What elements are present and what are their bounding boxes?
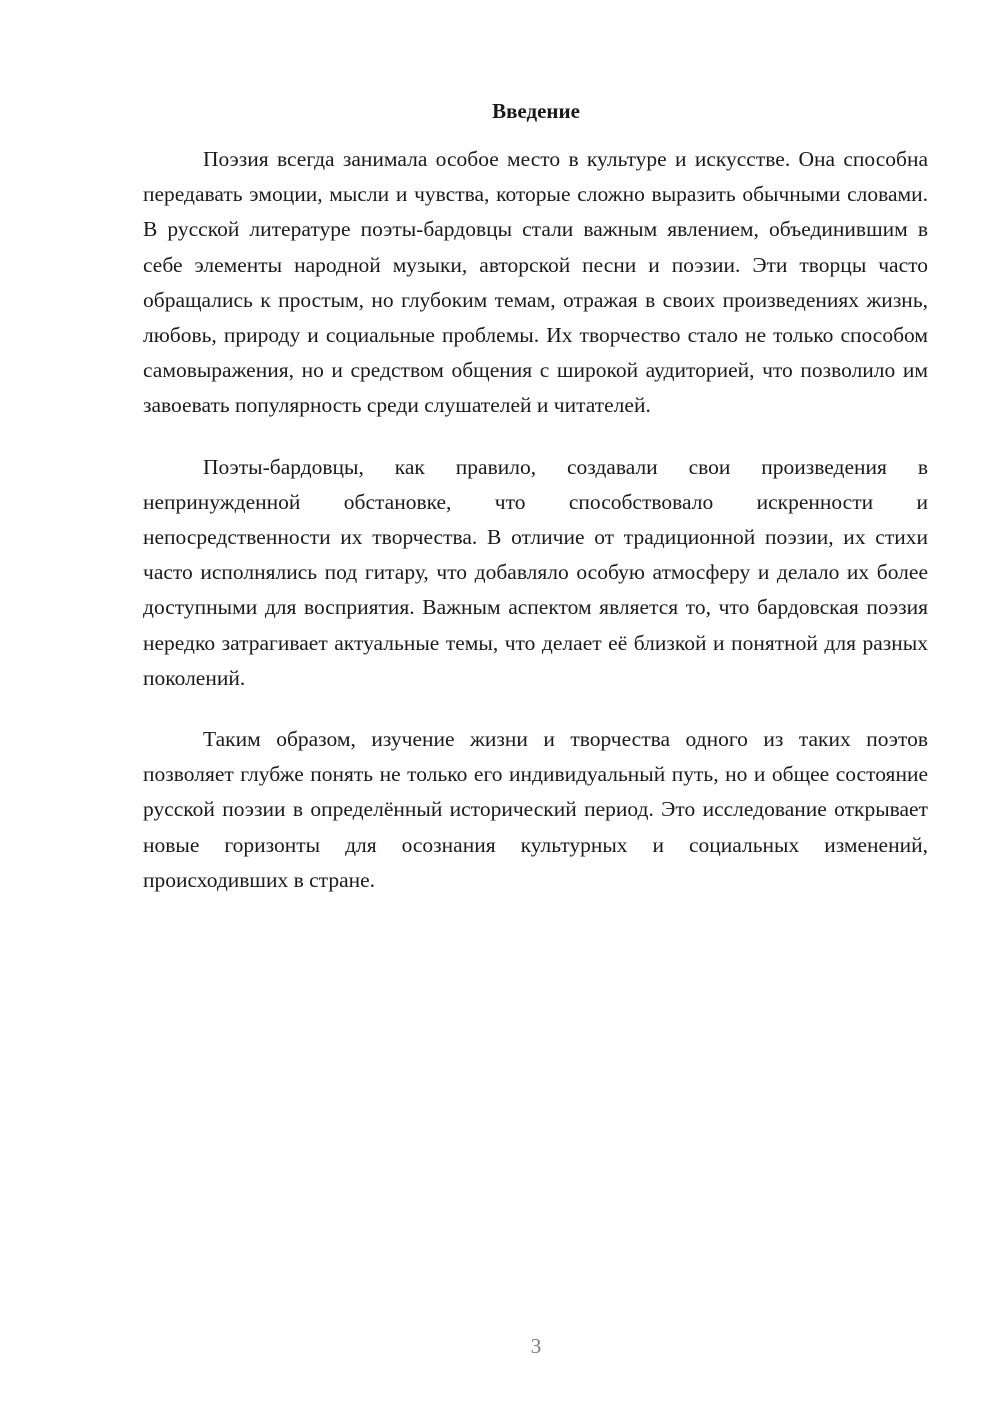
paragraph-2: Поэты-бардовцы, как правило, создавали свои произведения в непринужденной обстановке, что способствовало искренности и непосредственности их творчества. В отличие от традиционной поэзии, их стихи часто исполнялись под гитару, что добавляло особую атмосферу и делало их более доступными для восприятия. Важным аспектом является то, что бардовская поэзия нередко затрагивает актуальные темы, что делает её близкой и понятной для разных поколений. [143,454,928,690]
paragraph-1: Поэзия всегда занимала особое место в культуре и искусстве. Она способна передавать эмоции, мысли и чувства, которые сложно выразить обычными словами. В русской литературе поэты-бардовцы стали важным явлением, объединившим в себе элементы народной музыки, авторской песни и поэзии. Эти творцы часто обращались к простым, но глубоким темам, отражая в своих произведениях жизнь, любовь, природу и социальные проблемы. Их творчество стало не только способом самовыражения, но и средством общения с широкой аудиторией, что позволило им завоевать популярность среди слушателей и читателей. [143,147,928,418]
paragraph-3: Таким образом, изучение жизни и творчества одного из таких поэтов позволяет глубже понять не только его индивидуальный путь, но и общее состояние русской поэзии в определённый исторический период. Это исследование открывает новые горизонты для осознания культурных и социальных изменений, происходивших в стране. [143,727,928,892]
section-heading: Введение [492,99,580,123]
page-number: 3 [530,1334,542,1358]
body-text [143,142,928,924]
